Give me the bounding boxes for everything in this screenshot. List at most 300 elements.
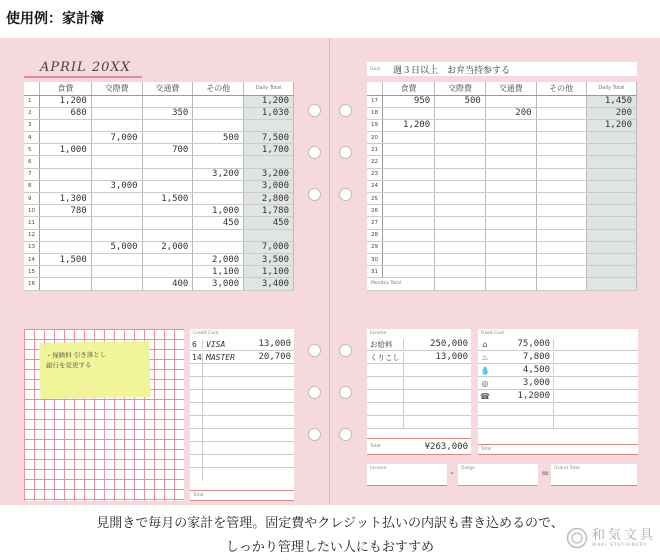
amount-cell [40,119,92,131]
income-row [367,403,471,416]
table-row [24,119,294,131]
daily-total-cell [586,168,636,180]
day-number: 9 [24,193,40,205]
amount-cell: 1,500 [142,193,193,205]
amount-cell [142,253,193,265]
day-number: 31 [367,266,383,278]
income-summary-box [367,464,447,486]
amount-cell [536,241,586,253]
amount-cell: 2,000 [193,253,244,265]
fixed-total-label: Total [478,444,638,454]
amount-cell [193,144,244,156]
monthly-total-label: Monthly Total [367,278,435,290]
day-number: 24 [367,180,383,192]
credit-card-row [190,468,294,481]
daily-total-cell [586,180,636,192]
amount-cell: 3,000 [91,180,142,192]
amount-cell [91,144,142,156]
day-header [367,82,383,95]
amount-cell [435,132,486,144]
fixed-cost-row [478,377,638,390]
income-row [367,364,471,377]
amount-cell [91,229,142,241]
water-drop-icon: 💧 [480,365,490,375]
daily-total-cell [586,229,636,241]
income-total-label: Total [370,444,381,449]
credit-day: 6 [192,339,197,349]
caption-line-2: しっかり管理したい人にもおすすめ [225,540,435,555]
day-number: 17 [367,95,383,107]
table-row [367,205,637,217]
daily-total-cell [244,119,294,131]
goal-field [367,62,637,76]
phone-icon: ☎ [480,391,490,401]
day-number: 30 [367,253,383,265]
daily-total-cell: 3,500 [244,253,294,265]
amount-cell [536,144,586,156]
amount-cell: 1,100 [193,266,244,278]
binder-hole [339,386,352,399]
fixed-cost-box [478,329,638,455]
amount-cell [193,241,244,253]
fixed-cost-row [478,351,638,364]
table-row [24,241,294,253]
amount-cell [435,144,486,156]
table-row [367,119,637,131]
credit-amount: 20,700 [258,352,291,362]
lightbulb-icon: ◎ [481,378,489,388]
amount-cell: 3,000 [193,278,244,290]
amount-cell [40,278,92,290]
daily-total-cell [244,156,294,168]
fixed-cost-row [478,364,638,377]
amount-cell [536,253,586,265]
amount-cell [40,132,92,144]
amount-cell [485,168,536,180]
binder-hole [308,104,321,117]
fixed-cost-label: Fixed Cost [481,331,505,336]
amount-cell: 1,000 [40,144,92,156]
amount-cell [91,266,142,278]
daily-total-cell [586,132,636,144]
amount-cell [91,253,142,265]
fixed-cost-amount: 1,2000 [492,391,554,401]
amount-cell [536,107,586,119]
amount-cell [142,156,193,168]
outgo-summary-label: Outgo [461,466,475,471]
amount-cell [383,132,435,144]
binder-hole [308,386,321,399]
income-box [367,329,471,455]
amount-cell [435,193,486,205]
left-page [0,38,330,505]
amount-cell [485,180,536,192]
daily-total-cell: 3,200 [244,168,294,180]
day-number: 1 [24,95,40,107]
right-page [331,38,660,505]
day-number: 25 [367,193,383,205]
table-row [24,253,294,265]
amount-cell [536,217,586,229]
table-row [24,229,294,241]
credit-card-name: VISA [202,340,246,349]
fixed-cost-row [478,416,638,429]
amount-cell [91,278,142,290]
amount-cell: 1,200 [383,119,435,131]
column-header: 交通費 [485,82,536,95]
table-row [24,217,294,229]
amount-cell: 350 [142,107,193,119]
day-number: 27 [367,217,383,229]
amount-cell [536,95,586,107]
column-header: その他 [536,82,586,95]
amount-cell [435,253,486,265]
amount-cell [142,95,193,107]
amount-cell [383,229,435,241]
amount-cell [536,132,586,144]
income-row [367,390,471,403]
amount-cell [536,193,586,205]
equals-sign: = [541,468,550,479]
amount-cell [435,168,486,180]
credit-card-row [190,416,294,429]
amount-cell: 500 [435,95,486,107]
daily-total-cell: 1,200 [244,95,294,107]
daily-total-cell: 2,800 [244,193,294,205]
daily-total-cell: 450 [244,217,294,229]
table-row [367,193,637,205]
amount-cell [40,168,92,180]
credit-card-row [190,390,294,403]
table-row [24,156,294,168]
binder-hole [339,344,352,357]
amount-cell: 1,500 [40,253,92,265]
income-row [367,351,471,364]
amount-cell: 950 [383,95,435,107]
amount-cell [435,229,486,241]
daily-total-cell: 1,030 [244,107,294,119]
table-row [24,132,294,144]
day-number: 18 [367,107,383,119]
day-number: 11 [24,217,40,229]
amount-cell: 5,000 [91,241,142,253]
amount-cell [485,266,536,278]
daily-total-cell: 1,450 [586,95,636,107]
flame-icon: ♨ [481,352,489,362]
day-header [24,82,40,95]
binder-hole [308,344,321,357]
amount-cell [142,132,193,144]
credit-total-label: Total [190,490,294,500]
amount-cell [142,180,193,192]
amount-cell [435,217,486,229]
amount-cell [91,205,142,217]
amount-cell [40,229,92,241]
amount-cell [383,107,435,119]
sticky-line: 銀行を変更する [45,361,92,370]
day-number: 19 [367,119,383,131]
daily-total-cell: 1,100 [244,266,294,278]
amount-cell [485,229,536,241]
amount-cell [40,156,92,168]
day-number: 21 [367,144,383,156]
column-header: 食費 [383,82,435,95]
daily-total-cell [586,253,636,265]
income-total: ¥263,000 [424,441,468,452]
page-heading: 使用例：家計簿 [6,11,104,27]
amount-cell [40,266,92,278]
fixed-cost-row [478,338,638,351]
table-row [367,95,637,107]
amount-cell [142,205,193,217]
amount-cell: 200 [485,107,536,119]
amount-cell: 1,200 [40,95,92,107]
table-row [24,107,294,119]
day-number: 10 [24,205,40,217]
amount-cell [383,180,435,192]
binder-hole [308,188,321,201]
income-amount: 13,000 [403,352,471,362]
amount-cell [142,217,193,229]
income-row [367,416,471,429]
day-number: 22 [367,156,383,168]
amount-cell [91,119,142,131]
table-row [367,241,637,253]
amount-cell [536,180,586,192]
amount-cell [193,156,244,168]
income-name: お給料 [370,339,393,349]
goal-text: 週３日以上 お弁当持参する [393,65,511,76]
fixed-cost-amount: 7,800 [492,352,554,362]
amount-cell [435,119,486,131]
day-number: 20 [367,132,383,144]
grand-total-box [551,464,637,486]
goal-label: Goal [370,66,381,72]
table-row [367,253,637,265]
daily-total-cell: 7,000 [244,241,294,253]
amount-cell [435,180,486,192]
amount-cell [383,241,435,253]
minus-sign: - [450,468,454,479]
day-number: 26 [367,205,383,217]
table-row [24,144,294,156]
month-title: APRIL 20XX [40,60,131,75]
brand-sub: WAKI STATIONERY [592,542,648,548]
day-number: 4 [24,132,40,144]
brand-logo [566,527,656,549]
column-header: 食費 [40,82,92,95]
amount-cell: 500 [193,132,244,144]
brand-circle-icon [566,527,588,549]
amount-cell: 2,000 [142,241,193,253]
credit-card-row [190,364,294,377]
day-number: 3 [24,119,40,131]
table-row [367,144,637,156]
credit-card-name: MASTER [202,353,246,362]
month-underline [24,76,142,78]
daily-total-cell [586,156,636,168]
day-number: 2 [24,107,40,119]
table-row [367,168,637,180]
day-number: 7 [24,168,40,180]
amount-cell [91,95,142,107]
day-number: 8 [24,180,40,192]
amount-cell [383,205,435,217]
amount-cell [485,217,536,229]
amount-cell [383,156,435,168]
day-number: 5 [24,144,40,156]
binder-hole [339,146,352,159]
amount-cell [485,132,536,144]
table-row [367,180,637,192]
amount-cell: 1,300 [40,193,92,205]
amount-cell [40,217,92,229]
amount-cell [142,119,193,131]
table-row [24,278,294,290]
income-row [367,377,471,390]
amount-cell [485,144,536,156]
credit-card-row [190,455,294,468]
table-row [24,95,294,107]
column-header: 交通費 [142,82,193,95]
amount-cell [485,205,536,217]
day-number: 16 [24,278,40,290]
amount-cell [142,266,193,278]
day-number: 15 [24,266,40,278]
amount-cell [485,193,536,205]
amount-cell [383,193,435,205]
amount-cell [536,205,586,217]
binder-hole [308,428,321,441]
column-header: その他 [193,82,244,95]
table-row [24,205,294,217]
amount-cell [485,253,536,265]
income-total-row [367,438,471,454]
daily-total-cell [244,229,294,241]
table-row [24,180,294,192]
daily-total-cell [586,193,636,205]
amount-cell [383,144,435,156]
monthly-total-row [367,278,637,290]
daily-total-cell [586,217,636,229]
amount-cell: 400 [142,278,193,290]
amount-cell [383,253,435,265]
amount-cell [435,107,486,119]
amount-cell [142,168,193,180]
amount-cell [536,266,586,278]
income-name: くりこし [370,352,400,362]
amount-cell [383,266,435,278]
credit-card-row [190,377,294,390]
table-header-row [367,82,637,95]
day-number: 12 [24,229,40,241]
column-header: Daily Total [586,82,636,95]
daily-total-cell [586,241,636,253]
binder-hole [339,428,352,441]
amount-cell: 3,200 [193,168,244,180]
planner-spread [0,38,660,505]
table-row [24,266,294,278]
income-amount: 250,000 [403,339,471,349]
amount-cell [40,180,92,192]
binder-hole [339,104,352,117]
daily-total-cell: 1,780 [244,205,294,217]
daily-total-cell: 3,400 [244,278,294,290]
daily-total-cell [586,144,636,156]
amount-cell [40,241,92,253]
amount-cell [536,119,586,131]
amount-cell [383,168,435,180]
credit-card-row [190,429,294,442]
amount-cell [91,107,142,119]
credit-amount: 13,000 [258,339,291,349]
amount-cell [91,156,142,168]
brand-name: 和気文具 [592,527,657,543]
amount-cell [435,156,486,168]
right-daily-table [367,82,637,291]
home-icon: ⌂ [482,339,488,349]
day-number: 14 [24,253,40,265]
day-number: 23 [367,168,383,180]
amount-cell [536,168,586,180]
fixed-cost-row [478,403,638,416]
outgo-summary-box [458,464,538,486]
day-number: 29 [367,241,383,253]
table-row [24,193,294,205]
credit-card-label: Credit Card [193,331,219,336]
amount-cell: 780 [40,205,92,217]
daily-total-cell: 200 [586,107,636,119]
column-header: 交際費 [435,82,486,95]
amount-cell [193,229,244,241]
income-row [367,338,471,351]
amount-cell [193,193,244,205]
amount-cell [193,180,244,192]
daily-total-cell: 1,700 [244,144,294,156]
binder-hole [339,188,352,201]
amount-cell [193,119,244,131]
table-header-row [24,82,294,95]
sticky-line: ・保険料 引き落とし [45,350,107,360]
grand-total-label: Grand Total [554,466,580,471]
amount-cell [383,217,435,229]
amount-cell [485,95,536,107]
fixed-cost-row [478,390,638,403]
income-label: Income [370,331,387,336]
column-header: 交際費 [91,82,142,95]
amount-cell [435,266,486,278]
credit-card-row [190,403,294,416]
amount-cell [91,168,142,180]
amount-cell: 680 [40,107,92,119]
credit-card-row [190,338,294,351]
day-number: 13 [24,241,40,253]
table-row [367,107,637,119]
amount-cell [193,107,244,119]
daily-total-cell: 3,000 [244,180,294,192]
amount-cell [435,241,486,253]
daily-total-cell: 7,500 [244,132,294,144]
daily-total-cell [586,205,636,217]
amount-cell [485,119,536,131]
left-daily-table [24,82,294,291]
sticky-note [40,341,151,399]
amount-cell: 7,000 [91,132,142,144]
credit-card-box [190,329,294,501]
daily-total-cell: 1,200 [586,119,636,131]
binder-hole [308,146,321,159]
amount-cell: 700 [142,144,193,156]
